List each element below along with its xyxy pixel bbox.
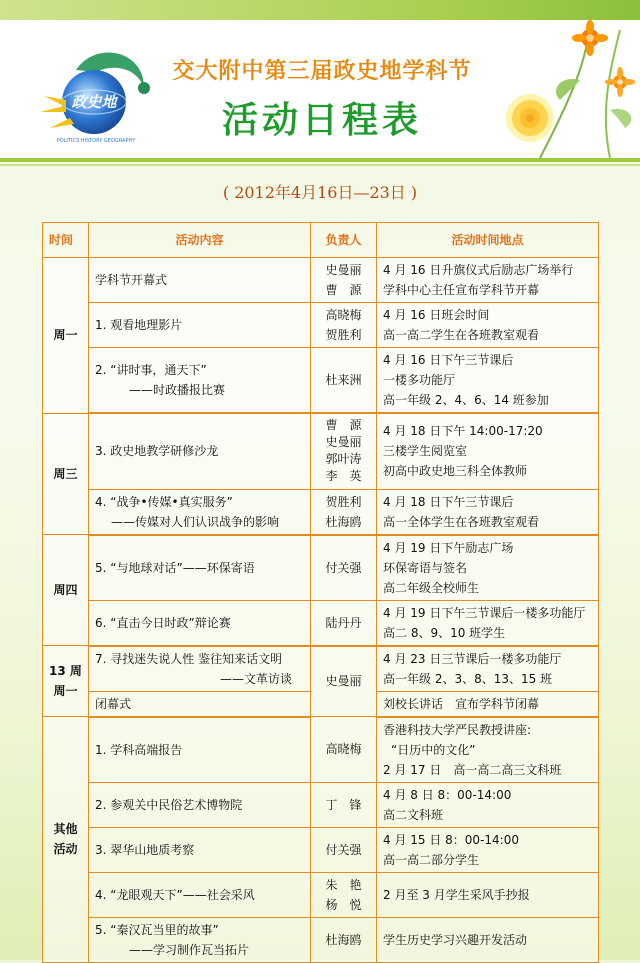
detail-cell: 4 月 15 日 8：00-14:00 高一高二部分学生 <box>377 827 599 872</box>
table-row <box>43 489 599 535</box>
person-cell: 付关强 <box>311 827 377 872</box>
person-cell: 史曼丽 <box>311 646 377 717</box>
detail-cell: 香港科技大学严民教授讲座: “日历中的文化” 2 月 17 日 高一高二高三文科班 <box>377 717 599 783</box>
table-row <box>43 258 599 303</box>
person-cell: 丁 锋 <box>311 782 377 827</box>
table-row <box>43 782 599 827</box>
column-header-content: 活动内容 <box>89 223 311 258</box>
person-cell: 高晓梅 贺胜利 <box>311 303 377 348</box>
content-cell: 学科节开幕式 <box>89 258 311 303</box>
globe-logo-icon <box>36 40 156 150</box>
person-cell: 杜来洲 <box>311 348 377 414</box>
logo-text: 政史地 <box>71 93 117 111</box>
table-row <box>43 413 599 489</box>
table-row <box>43 646 599 692</box>
content-cell: 3. 政史地教学研修沙龙 <box>89 413 311 489</box>
detail-cell: 学生历史学习兴趣开发活动 <box>377 917 599 962</box>
table-header-row <box>43 223 599 258</box>
table-row <box>43 600 599 646</box>
person-cell: 贺胜利 杜海鸥 <box>311 489 377 535</box>
table-row <box>43 827 599 872</box>
day-cell: 周三 <box>43 413 89 535</box>
top-bar <box>0 0 640 20</box>
table-row <box>43 348 599 414</box>
logo-subtext: POLITICS HISTORY GEOGRAPHY <box>56 138 136 144</box>
content-cell: 4. “龙眼观天下”——社会采风 <box>89 872 311 917</box>
table-row <box>43 303 599 348</box>
person-cell: 陆丹丹 <box>311 600 377 646</box>
detail-cell: 4 月 16 日升旗仪式后励志广场举行 学科中心主任宣布学科节开幕 <box>377 258 599 303</box>
detail-cell: 4 月 19 日下午三节课后一楼多功能厅 高二 8、9、10 班学生 <box>377 600 599 646</box>
column-header-detail: 活动时间地点 <box>377 223 599 258</box>
detail-cell: 4 月 18 日下午 14:00-17:20 三楼学生阅览室 初高中政史地三科全体教师 <box>377 413 599 489</box>
schedule-table <box>42 222 599 963</box>
detail-cell: 4 月 8 日 8：00-14:00 高二文科班 <box>377 782 599 827</box>
column-header-person: 负责人 <box>311 223 377 258</box>
column-header-time: 时间 <box>43 223 89 258</box>
content-cell: 1. 学科高端报告 <box>89 717 311 783</box>
content-cell: 6. “直击今日时政”辩论赛 <box>89 600 311 646</box>
day-cell: 其他 活动 <box>43 717 89 963</box>
detail-cell: 2 月至 3 月学生采风手抄报 <box>377 872 599 917</box>
content-cell: 2. 参观关中民俗艺术博物院 <box>89 782 311 827</box>
flower-decoration-icon <box>470 20 640 160</box>
detail-cell: 4 月 18 日下午三节课后 高一全体学生在各班教室观看 <box>377 489 599 535</box>
table-row <box>43 535 599 601</box>
detail-cell: 刘校长讲话 宣布学科节闭幕 <box>377 691 599 717</box>
day-cell: 周四 <box>43 535 89 646</box>
detail-cell: 4 月 23 日三节课后一楼多功能厅 高一年级 2、3、8、13、15 班 <box>377 646 599 692</box>
page-title: 交大附中第三届政史地学科节 <box>172 59 472 84</box>
content-cell: 闭幕式 <box>89 691 311 717</box>
table-row <box>43 872 599 917</box>
date-range: ( 2012年4月16日—23日 ) <box>222 183 418 202</box>
person-cell: 史曼丽 曹 源 <box>311 258 377 303</box>
person-cell: 曹 源 史曼丽 郭叶涛 李 英 <box>311 413 377 489</box>
detail-cell: 4 月 16 日班会时间 高一高二学生在各班教室观看 <box>377 303 599 348</box>
content-cell: 7. 寻找迷失说人性 鉴往知来话文明 ——文革访谈 <box>89 646 311 692</box>
person-cell: 高晓梅 <box>311 717 377 783</box>
content-cell: 1. 观看地理影片 <box>89 303 311 348</box>
day-cell: 13 周 周一 <box>43 646 89 717</box>
content-cell: 4. “战争•传媒•真实服务” ——传媒对人们认识战争的影响 <box>89 489 311 535</box>
person-cell: 杜海鸥 <box>311 917 377 962</box>
day-cell: 周一 <box>43 258 89 414</box>
header-divider-thin <box>0 164 640 166</box>
content-cell: 5. “秦汉瓦当里的故事” ——学习制作瓦当拓片 <box>89 917 311 962</box>
detail-cell: 4 月 19 日下午励志广场 环保寄语与签名 高二年级全校师生 <box>377 535 599 601</box>
table-row <box>43 717 599 783</box>
content-cell: 2. “讲时事，通天下” ——时政播报比赛 <box>89 348 311 414</box>
table-row <box>43 917 599 962</box>
page-subtitle: 活动日程表 <box>221 100 422 141</box>
content-cell: 3. 翠华山地质考察 <box>89 827 311 872</box>
detail-cell: 4 月 16 日下午三节课后 一楼多功能厅 高一年级 2、4、6、14 班参加 <box>377 348 599 414</box>
person-cell: 付关强 <box>311 535 377 601</box>
content-cell: 5. “与地球对话”——环保寄语 <box>89 535 311 601</box>
person-cell: 朱 艳 杨 悦 <box>311 872 377 917</box>
